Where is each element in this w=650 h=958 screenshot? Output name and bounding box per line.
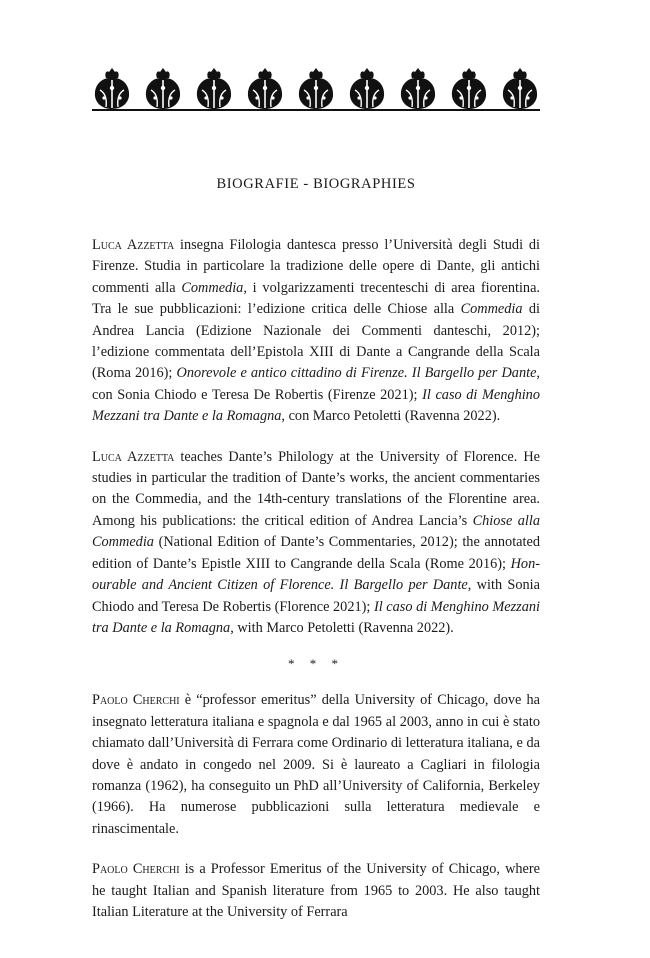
pomegranate-icon xyxy=(296,68,336,112)
pomegranate-icon xyxy=(194,68,234,112)
text-run: , with Sonia Chiodo and Teresa De Robertis (Florence 2021); xyxy=(92,577,540,615)
text-run: teaches Dante’s Philology at the University of Florence. He studies in particular the tradition of Dante’s works, the ancient commentaries on the Commedia, and the 14th-century translations of the Florentine area. Among his publications: the critical edition of Andrea Lancia’s xyxy=(92,448,540,529)
text-run: is a Professor Emeritus of the University of Chicago, where he taught Italian and Spanish literature from 1965 to 2003. He also taught Italian Literature at the University of Ferrara xyxy=(92,861,540,920)
italic-title: Il caso di Menghino Mezzani tra Dante e la Romagna xyxy=(92,598,540,636)
author-name: Paolo Cherchi xyxy=(92,692,180,709)
italic-title: Chiose alla Commedia xyxy=(92,512,540,551)
italic-title: Onorevole e antico cittadino di Firenze. Il Bargello per Dante xyxy=(176,365,537,382)
author-name: Luca Azzetta xyxy=(92,237,175,253)
biography-text xyxy=(92,235,540,942)
pomegranate-icon xyxy=(398,68,438,112)
italic-title: Honourable and Ancient Citizen of Florence. Il Bargello per Dante xyxy=(92,555,540,594)
pomegranate-icon xyxy=(245,68,285,112)
header-rule xyxy=(92,109,540,111)
text-run: , con Sonia Chiodo e Teresa De Robertis (Firenze 2021); xyxy=(92,365,540,403)
text-run: è “professor emeritus” della University of Chicago, dove ha insegnato letteratura italiana e spagnola e dal 1965 al 2003, anno in cui è stato chiamato dall’Università di Ferrara come Ordinario di letteratura italiana, e da dove è andato in congedo nel 2009. Si è laureato a Cagliari in filologia romanza (1962), ha conseguito un PhD all’University of California, Berkeley (1966). Ha numerose pubblicazioni sulla letteratura medievale e rinascimentale. xyxy=(92,692,540,837)
pomegranate-icon xyxy=(92,68,132,112)
italic-title: Commedia xyxy=(460,301,523,318)
text-run: , i volgarizzamenti trecenteschi di area fiorentina. Tra le sue pubblicazioni: l’edizione critica delle Chiose alla xyxy=(92,279,540,318)
author-name: Paolo Cherchi xyxy=(92,861,180,878)
text-run: , with Marco Petoletti (Ravenna 2022). xyxy=(230,619,454,636)
text-run: insegna Filologia dantesca presso l’Università degli Studi di Firenze. Studia in particolare la tradizione delle opere di Dante, gli antichi commenti alla xyxy=(92,237,540,296)
pomegranate-icon xyxy=(500,68,540,112)
italic-title: Il caso di Menghino Mezzani tra Dante e la Romagna xyxy=(92,386,540,425)
bio-paragraph-cherchi-en xyxy=(92,859,540,923)
italic-title: Commedia xyxy=(181,279,244,296)
bio-paragraph-azzetta-it xyxy=(92,235,540,428)
text-run: di Andrea Lancia (Edizione Nazionale dei Commenti danteschi, 2012); l’edizione commentata dell’Epistola XIII di Dante a Cangrande della Scala (Roma 2016); xyxy=(92,301,540,382)
pomegranate-icon xyxy=(347,68,387,112)
text-run: , con Marco Petoletti (Ravenna 2022). xyxy=(281,408,501,425)
page-title: BIOGRAFIE - BIOGRAPHIES xyxy=(216,176,416,192)
pomegranate-icon xyxy=(143,68,183,112)
author-name: Luca Azzetta xyxy=(92,448,175,465)
bio-paragraph-cherchi-it xyxy=(92,690,540,840)
ornament-band xyxy=(92,60,540,112)
pomegranate-icon xyxy=(449,68,489,112)
section-separator: * * * xyxy=(288,656,344,672)
text-run: (National Edition of Dante’s Commentaries, 2012); the annotated edition of Dante’s Epistle XIII to Cangrande della Scala (Rome 2016); xyxy=(92,534,540,572)
bio-paragraph-azzetta-en xyxy=(92,447,540,640)
